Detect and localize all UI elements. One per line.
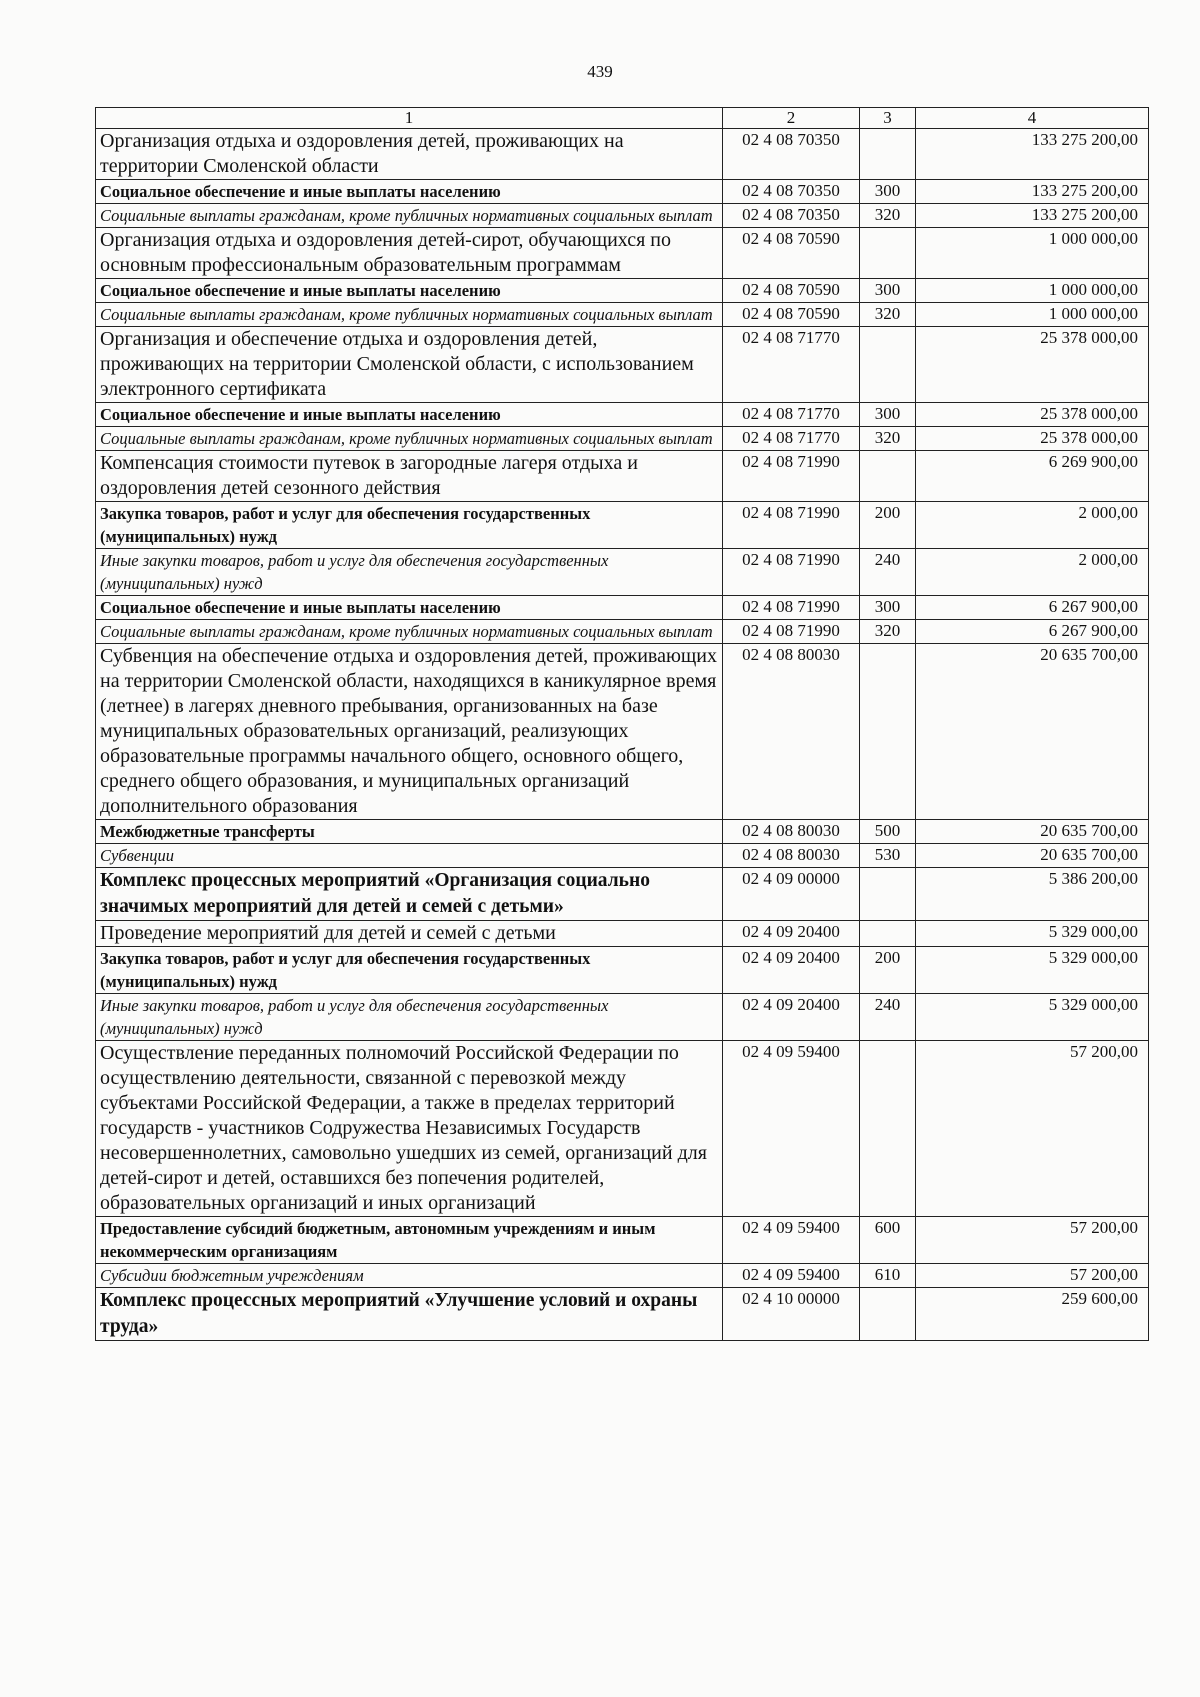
table-row (96, 180, 1149, 204)
row-code: 02 4 09 59400 (723, 1041, 860, 1217)
row-amount: 259 600,00 (916, 1288, 1149, 1341)
row-type: 320 (860, 620, 916, 644)
row-code: 02 4 09 59400 (723, 1217, 860, 1264)
row-amount: 1 000 000,00 (916, 279, 1149, 303)
row-type: 320 (860, 427, 916, 451)
column-header: 2 (723, 108, 860, 129)
table-row (96, 994, 1149, 1041)
row-code: 02 4 08 71990 (723, 502, 860, 549)
table-row (96, 844, 1149, 868)
row-amount: 133 275 200,00 (916, 129, 1149, 180)
row-type (860, 644, 916, 820)
budget-table (95, 107, 1149, 1341)
row-name: Социальные выплаты гражданам, кроме публичных нормативных социальных выплат (96, 620, 723, 644)
table-row (96, 228, 1149, 279)
row-type: 600 (860, 1217, 916, 1264)
row-type: 500 (860, 820, 916, 844)
row-code: 02 4 08 71770 (723, 327, 860, 403)
row-name: Проведение мероприятий для детей и семей с детьми (96, 921, 723, 947)
table-row (96, 204, 1149, 228)
row-type: 240 (860, 994, 916, 1041)
table-row (96, 644, 1149, 820)
row-name: Закупка товаров, работ и услуг для обеспечения государственных (муниципальных) нужд (96, 947, 723, 994)
row-type: 240 (860, 549, 916, 596)
row-name: Осуществление переданных полномочий Российской Федерации по осуществлению деятельности, связанной с перевозкой между субъектами Российской Федерации, а также в пределах территорий государств - участников Содружества Независимых Государств несовершеннолетних, самовольно ушедших из семей, организаций для детей-сирот и детей, оставшихся без попечения родителей, образовательных организаций и иных организаций (96, 1041, 723, 1217)
table-row (96, 279, 1149, 303)
row-code: 02 4 08 70350 (723, 180, 860, 204)
row-name: Социальное обеспечение и иные выплаты населению (96, 180, 723, 204)
row-amount: 1 000 000,00 (916, 303, 1149, 327)
table-row (96, 129, 1149, 180)
row-type: 320 (860, 303, 916, 327)
row-amount: 5 329 000,00 (916, 921, 1149, 947)
row-type: 300 (860, 180, 916, 204)
row-code: 02 4 09 59400 (723, 1264, 860, 1288)
column-header: 4 (916, 108, 1149, 129)
row-code: 02 4 08 71770 (723, 427, 860, 451)
row-amount: 25 378 000,00 (916, 427, 1149, 451)
row-amount: 2 000,00 (916, 549, 1149, 596)
table-row (96, 947, 1149, 994)
row-type: 300 (860, 403, 916, 427)
row-name: Организация отдыха и оздоровления детей-сирот, обучающихся по основным профессиональным образовательным программам (96, 228, 723, 279)
row-amount: 25 378 000,00 (916, 327, 1149, 403)
row-type (860, 1288, 916, 1341)
row-amount: 1 000 000,00 (916, 228, 1149, 279)
row-type: 300 (860, 596, 916, 620)
row-name: Социальное обеспечение и иные выплаты населению (96, 596, 723, 620)
row-name: Иные закупки товаров, работ и услуг для обеспечения государственных (муниципальных) нужд (96, 994, 723, 1041)
table-row (96, 1288, 1149, 1341)
row-type: 530 (860, 844, 916, 868)
row-name: Социальные выплаты гражданам, кроме публичных нормативных социальных выплат (96, 303, 723, 327)
row-name: Субвенция на обеспечение отдыха и оздоровления детей, проживающих на территории Смоленской области, находящихся в каникулярное время (летнее) в лагерях дневного пребывания, организованных на базе муниципальных образовательных организаций, реализующих образовательные программы начального общего, основного общего, среднего общего образования, и муниципальных организаций дополнительного образования (96, 644, 723, 820)
row-code: 02 4 08 70350 (723, 204, 860, 228)
table-row (96, 451, 1149, 502)
row-name: Социальные выплаты гражданам, кроме публичных нормативных социальных выплат (96, 427, 723, 451)
row-code: 02 4 08 71990 (723, 549, 860, 596)
row-name: Организация и обеспечение отдыха и оздоровления детей, проживающих на территории Смоленской области, с использованием электронного сертификата (96, 327, 723, 403)
row-amount: 133 275 200,00 (916, 180, 1149, 204)
row-name: Субвенции (96, 844, 723, 868)
row-code: 02 4 09 20400 (723, 921, 860, 947)
row-amount: 6 267 900,00 (916, 620, 1149, 644)
row-name: Организация отдыха и оздоровления детей, проживающих на территории Смоленской области (96, 129, 723, 180)
row-amount: 5 386 200,00 (916, 868, 1149, 921)
row-type: 300 (860, 279, 916, 303)
row-type (860, 129, 916, 180)
row-code: 02 4 10 00000 (723, 1288, 860, 1341)
row-code: 02 4 08 70350 (723, 129, 860, 180)
row-amount: 20 635 700,00 (916, 844, 1149, 868)
row-name: Иные закупки товаров, работ и услуг для обеспечения государственных (муниципальных) нужд (96, 549, 723, 596)
row-amount: 5 329 000,00 (916, 947, 1149, 994)
table-row (96, 303, 1149, 327)
row-name: Комплекс процессных мероприятий «Организация социально значимых мероприятий для детей и семей с детьми» (96, 868, 723, 921)
row-amount: 20 635 700,00 (916, 644, 1149, 820)
row-type: 320 (860, 204, 916, 228)
row-code: 02 4 08 71990 (723, 620, 860, 644)
column-header: 1 (96, 108, 723, 129)
row-code: 02 4 09 20400 (723, 994, 860, 1041)
row-amount: 6 267 900,00 (916, 596, 1149, 620)
budget-table-body (96, 108, 1149, 1341)
row-amount: 5 329 000,00 (916, 994, 1149, 1041)
row-type (860, 1041, 916, 1217)
row-code: 02 4 08 71770 (723, 403, 860, 427)
row-name: Социальные выплаты гражданам, кроме публичных нормативных социальных выплат (96, 204, 723, 228)
row-code: 02 4 09 00000 (723, 868, 860, 921)
row-code: 02 4 09 20400 (723, 947, 860, 994)
table-row (96, 1264, 1149, 1288)
table-row (96, 549, 1149, 596)
table-row (96, 820, 1149, 844)
table-row (96, 1041, 1149, 1217)
row-code: 02 4 08 80030 (723, 644, 860, 820)
table-header-row (96, 108, 1149, 129)
table-row (96, 868, 1149, 921)
row-type: 200 (860, 502, 916, 549)
column-header: 3 (860, 108, 916, 129)
row-amount: 2 000,00 (916, 502, 1149, 549)
table-row (96, 403, 1149, 427)
row-name: Межбюджетные трансферты (96, 820, 723, 844)
row-code: 02 4 08 80030 (723, 844, 860, 868)
table-row (96, 596, 1149, 620)
row-type (860, 921, 916, 947)
row-name: Компенсация стоимости путевок в загородные лагеря отдыха и оздоровления детей сезонного действия (96, 451, 723, 502)
row-amount: 57 200,00 (916, 1217, 1149, 1264)
row-code: 02 4 08 71990 (723, 596, 860, 620)
row-amount: 57 200,00 (916, 1041, 1149, 1217)
row-name: Предоставление субсидий бюджетным, автономным учреждениям и иным некоммерческим организациям (96, 1217, 723, 1264)
table-row (96, 502, 1149, 549)
row-type: 200 (860, 947, 916, 994)
row-type (860, 327, 916, 403)
row-code: 02 4 08 70590 (723, 303, 860, 327)
row-amount: 57 200,00 (916, 1264, 1149, 1288)
row-type (860, 228, 916, 279)
row-name: Субсидии бюджетным учреждениям (96, 1264, 723, 1288)
row-amount: 133 275 200,00 (916, 204, 1149, 228)
row-name: Социальное обеспечение и иные выплаты населению (96, 403, 723, 427)
table-row (96, 921, 1149, 947)
row-type (860, 451, 916, 502)
page-number: 439 (587, 62, 613, 81)
row-code: 02 4 08 70590 (723, 279, 860, 303)
row-name: Социальное обеспечение и иные выплаты населению (96, 279, 723, 303)
row-name: Комплекс процессных мероприятий «Улучшение условий и охраны труда» (96, 1288, 723, 1341)
row-code: 02 4 08 70590 (723, 228, 860, 279)
table-row (96, 1217, 1149, 1264)
row-type: 610 (860, 1264, 916, 1288)
row-code: 02 4 08 71990 (723, 451, 860, 502)
row-code: 02 4 08 80030 (723, 820, 860, 844)
table-row (96, 327, 1149, 403)
table-row (96, 620, 1149, 644)
table-row (96, 427, 1149, 451)
row-name: Закупка товаров, работ и услуг для обеспечения государственных (муниципальных) нужд (96, 502, 723, 549)
row-type (860, 868, 916, 921)
row-amount: 25 378 000,00 (916, 403, 1149, 427)
row-amount: 6 269 900,00 (916, 451, 1149, 502)
row-amount: 20 635 700,00 (916, 820, 1149, 844)
